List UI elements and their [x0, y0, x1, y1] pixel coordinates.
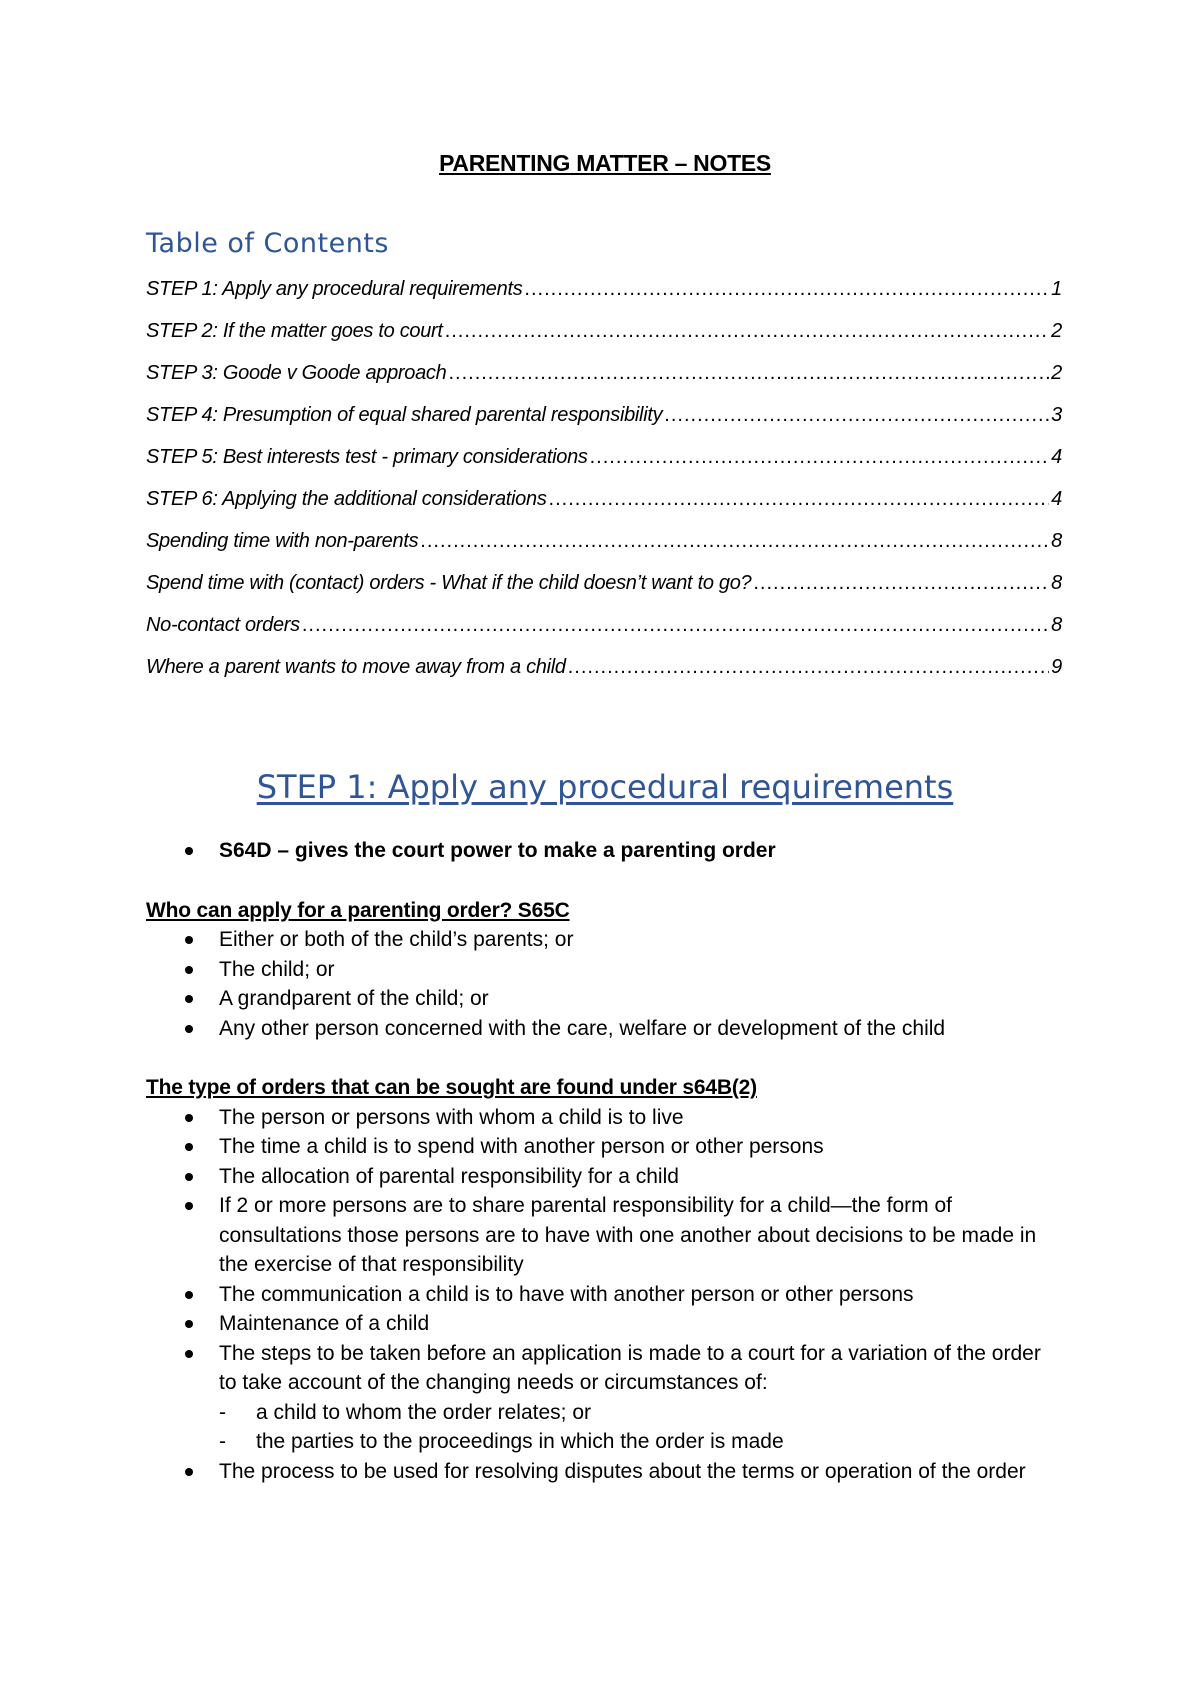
toc-page-number: 2	[1051, 320, 1062, 342]
list-item: The child; or	[146, 955, 1062, 985]
toc-entry-step-6[interactable]	[146, 488, 1062, 530]
list-item: The communication a child is to have with another person or other persons	[146, 1280, 1062, 1310]
toc-page-number: 3	[1051, 404, 1062, 426]
list-item: The person or persons with whom a child is to live	[146, 1103, 1062, 1133]
toc-page-number: 9	[1051, 656, 1062, 678]
order-variation-sublist	[219, 1398, 1062, 1457]
toc-entry-label: STEP 1: Apply any procedural requirements	[146, 278, 523, 300]
toc-page-number: 8	[1051, 572, 1062, 594]
toc-page-number: 2	[1051, 362, 1062, 384]
list-item: Maintenance of a child	[146, 1309, 1062, 1339]
table-of-contents	[146, 278, 1062, 698]
toc-leader-dots	[549, 488, 1050, 511]
toc-leader-dots	[420, 530, 1049, 553]
toc-leader-dots	[590, 446, 1050, 469]
toc-leader-dots	[445, 320, 1049, 343]
sub-list-item: - the parties to the proceedings in which the order is made	[219, 1427, 1062, 1457]
toc-leader-dots	[753, 572, 1049, 595]
list-item: Any other person concerned with the care, welfare or development of the child	[146, 1014, 1062, 1044]
sub-list-item: - a child to whom the order relates; or	[219, 1398, 1062, 1428]
who-can-apply-heading: Who can apply for a parenting order? S65C	[146, 898, 570, 922]
toc-page-number: 4	[1051, 488, 1062, 510]
toc-page-number: 8	[1051, 530, 1062, 552]
toc-entry-label: Spend time with (contact) orders - What if the child doesn’t want to go?	[146, 572, 752, 594]
toc-page-number: 8	[1051, 614, 1062, 636]
who-can-apply-list	[146, 925, 1062, 1043]
toc-entry-step-2[interactable]	[146, 320, 1062, 362]
section-1-content	[146, 836, 1062, 1486]
toc-entry-contact-orders[interactable]	[146, 572, 1062, 614]
toc-page-number: 4	[1051, 446, 1062, 468]
toc-entry-step-3[interactable]	[146, 362, 1062, 404]
toc-leader-dots	[448, 362, 1049, 385]
spacer	[146, 866, 1062, 896]
toc-entry-step-5[interactable]	[146, 446, 1062, 488]
toc-heading: Table of Contents	[146, 228, 389, 259]
section-heading-step-1: STEP 1: Apply any procedural requirements	[256, 768, 954, 806]
toc-entry-label: Where a parent wants to move away from a child	[146, 656, 566, 678]
toc-entry-label: STEP 6: Applying the additional considerations	[146, 488, 547, 510]
list-item: S64D – gives the court power to make a parenting order	[146, 836, 1062, 866]
toc-entry-relocation[interactable]	[146, 656, 1062, 698]
toc-leader-dots	[302, 614, 1049, 637]
toc-entry-step-1[interactable]	[146, 278, 1062, 320]
list-item: Either or both of the child’s parents; or	[146, 925, 1062, 955]
list-item: The allocation of parental responsibility for a child	[146, 1162, 1062, 1192]
order-types-list	[146, 1103, 1062, 1487]
toc-leader-dots	[568, 656, 1049, 679]
document-title: PARENTING MATTER – NOTES	[439, 150, 771, 176]
toc-leader-dots	[664, 404, 1049, 427]
toc-entry-step-4[interactable]	[146, 404, 1062, 446]
list-item: A grandparent of the child; or	[146, 984, 1062, 1014]
toc-entry-label: STEP 4: Presumption of equal shared parental responsibility	[146, 404, 663, 426]
toc-page-number: 1	[1051, 278, 1062, 300]
toc-entry-non-parents[interactable]	[146, 530, 1062, 572]
list-item: The time a child is to spend with another person or other persons	[146, 1132, 1062, 1162]
list-item: If 2 or more persons are to share parental responsibility for a child—the form of consultations those persons are to have with one another about decisions to be made in the exercise of that responsibility	[146, 1191, 1062, 1280]
toc-entry-label: STEP 5: Best interests test - primary considerations	[146, 446, 588, 468]
spacer	[146, 1043, 1062, 1073]
toc-entry-label: No-contact orders	[146, 614, 300, 636]
list-item-text: The steps to be taken before an application is made to a court for a variation of the order to take account of the changing needs or circumstances of:	[219, 1341, 1041, 1394]
intro-list	[146, 836, 1062, 866]
list-item-with-sublist	[146, 1339, 1062, 1457]
toc-entry-no-contact-orders[interactable]	[146, 614, 1062, 656]
toc-entry-label: STEP 2: If the matter goes to court	[146, 320, 443, 342]
toc-entry-label: Spending time with non-parents	[146, 530, 419, 552]
order-types-heading: The type of orders that can be sought are found under s64B(2)	[146, 1076, 757, 1099]
list-item: The process to be used for resolving disputes about the terms or operation of the order	[146, 1457, 1062, 1487]
toc-entry-label: STEP 3: Goode v Goode approach	[146, 362, 447, 384]
toc-leader-dots	[524, 278, 1049, 301]
